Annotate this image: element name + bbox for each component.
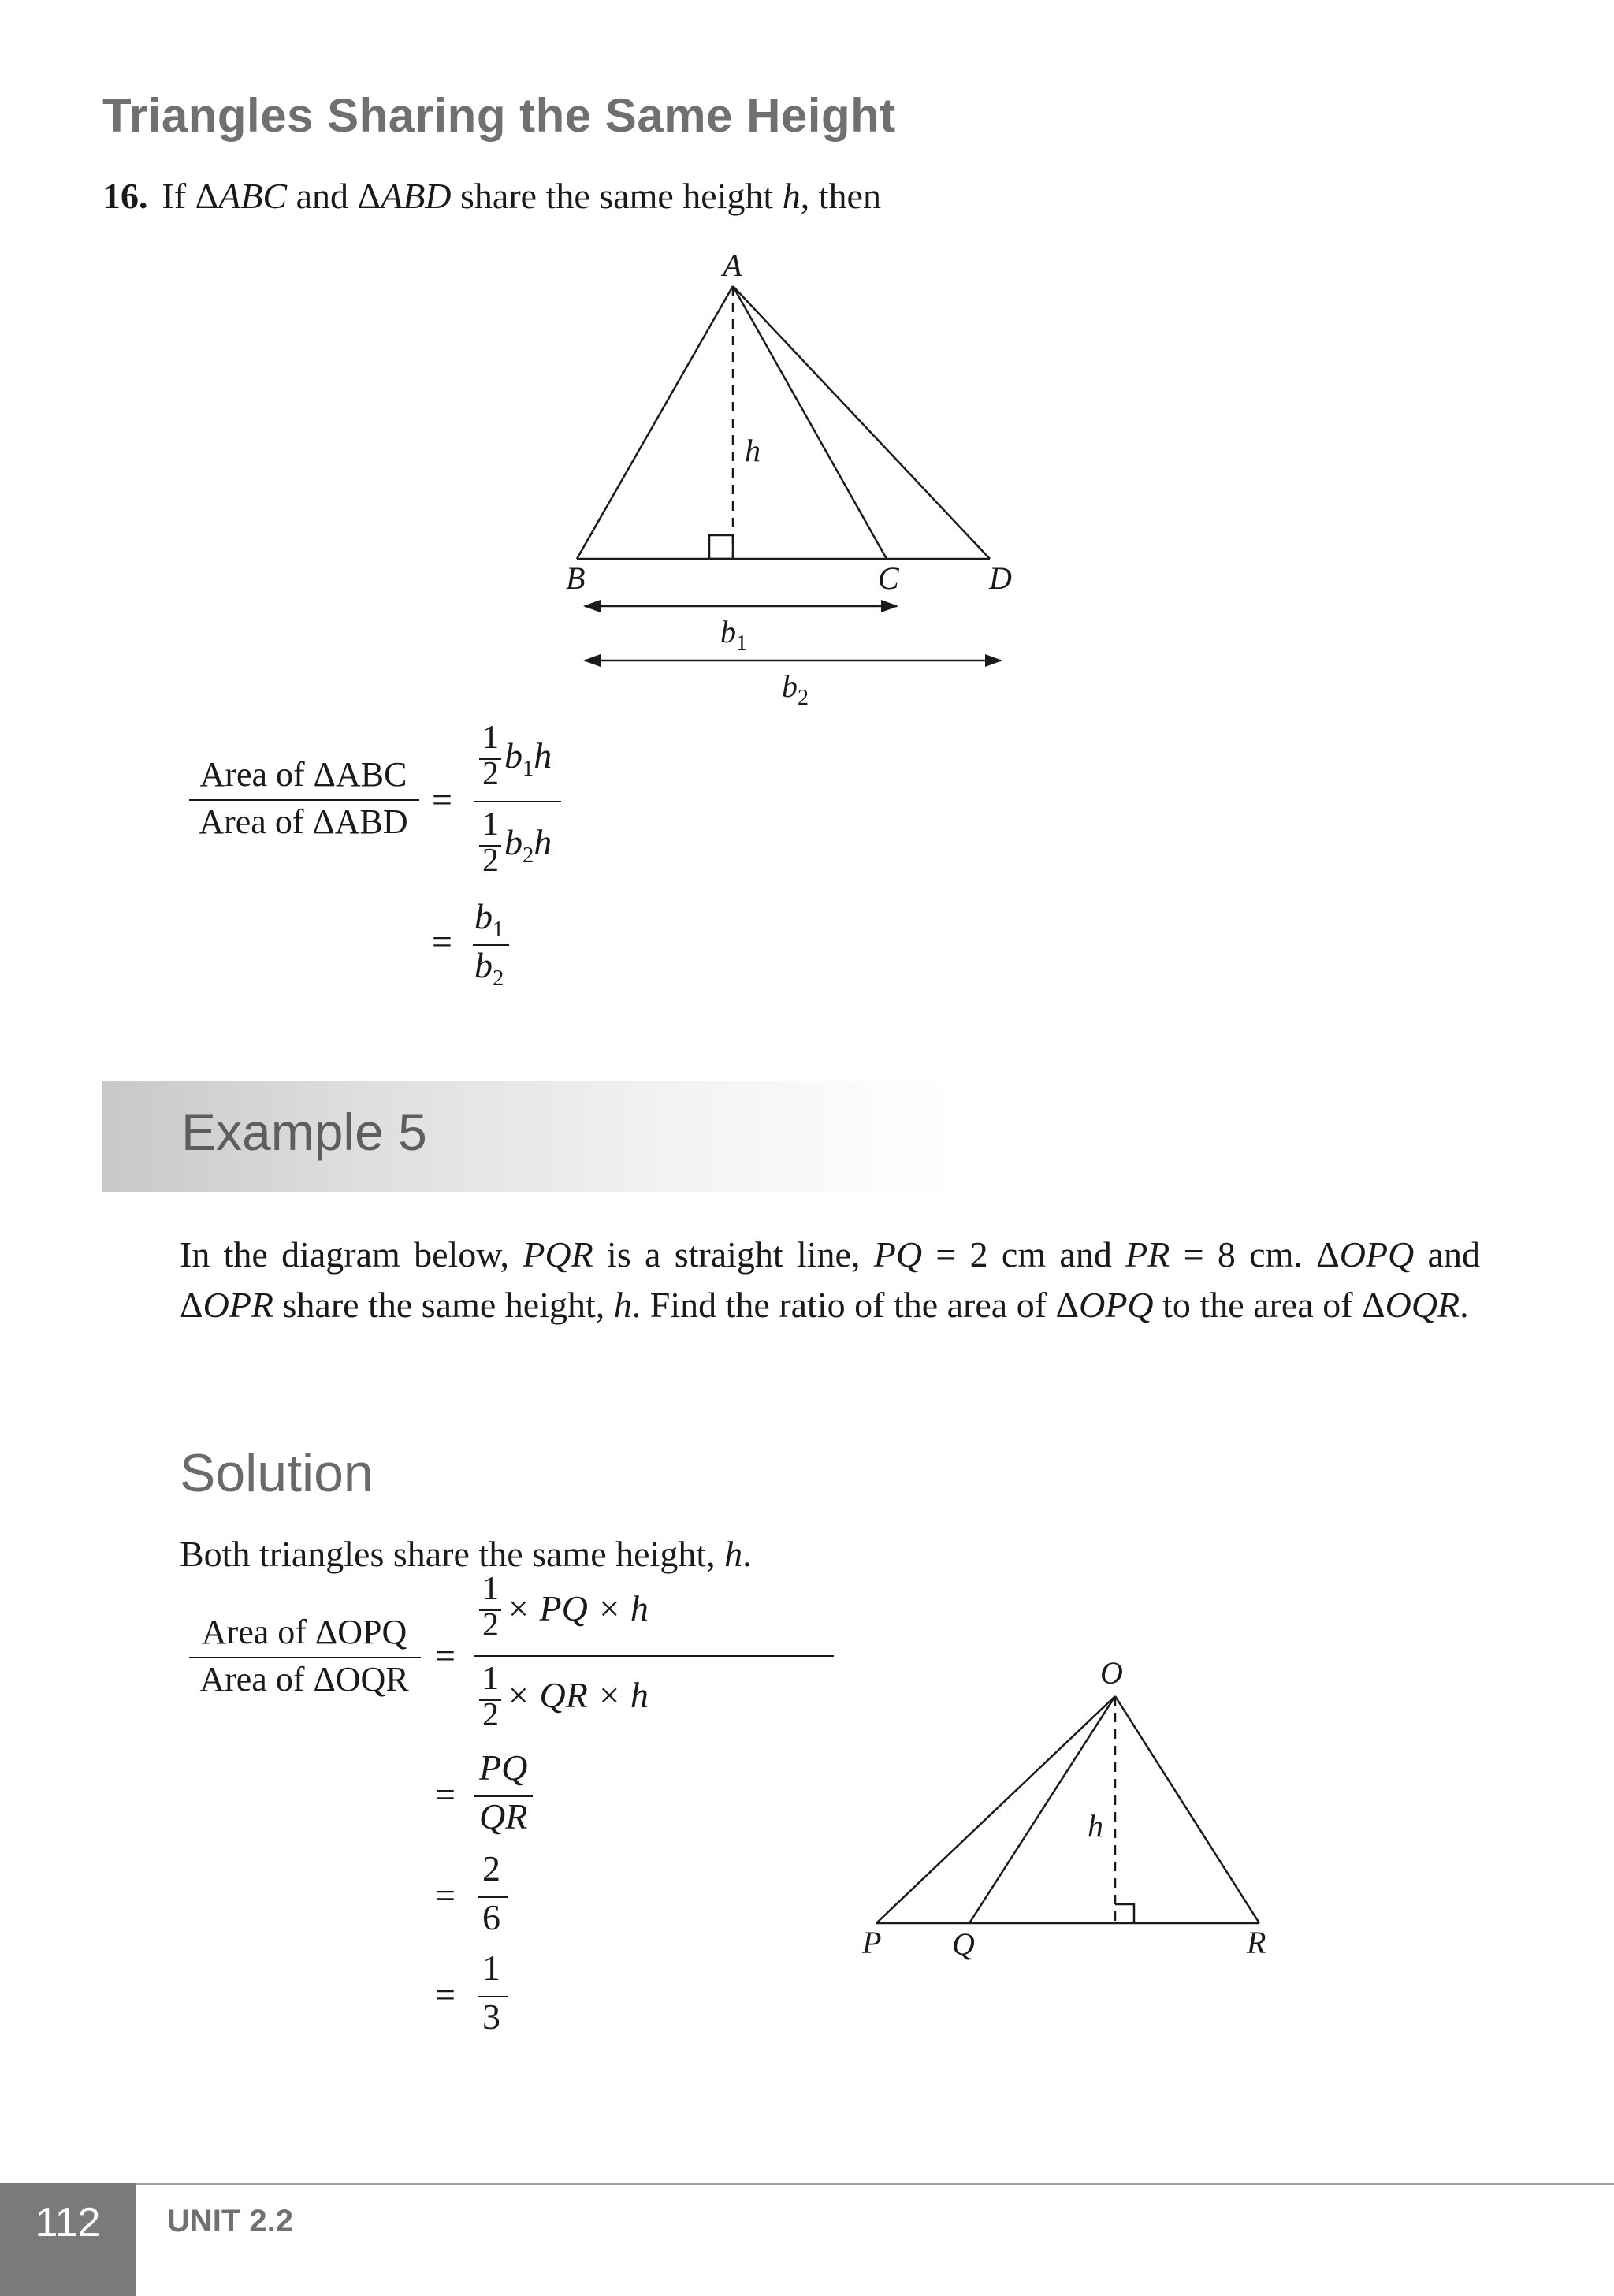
solution-intro: Both triangles share the same height, h. [180, 1534, 752, 1574]
problem-statement: In the diagram below, PQR is a straight line, PQ = 2 cm and PR = 8 cm. ΔOPQ and ΔOPR share the same height, h. Find the ratio of the area of ΔOPQ to the area of ΔOQR. [180, 1234, 1480, 1325]
triangle-diagram-abc-abd [552, 244, 1040, 717]
label-d: D [989, 560, 1012, 596]
main-fraction-bar [474, 801, 561, 802]
half-denominator-3: 2 [482, 1607, 499, 1643]
expr-qr-h: × QR × h [506, 1675, 649, 1715]
area-abd-label: Area of ΔABD [199, 802, 408, 841]
label-p: P [862, 1925, 882, 1960]
term-b1h: $b_1h$ [504, 735, 552, 781]
formula-area-ratio-1 [189, 717, 583, 993]
label-q: Q [952, 1926, 975, 1962]
equals-sign-6: = [435, 1974, 456, 2015]
side-or [1115, 1696, 1259, 1923]
term-b2h: $b_2h$ [504, 822, 552, 868]
unit-label: UNIT 2.2 [167, 2204, 294, 2238]
item-number: 16. [102, 176, 148, 216]
label-o: O [1100, 1655, 1123, 1691]
label-b1: $b_1$ [720, 614, 747, 656]
side-ab [577, 286, 733, 559]
equals-sign-2: = [432, 921, 452, 962]
label-h-2: h [1088, 1808, 1103, 1844]
step3-denominator: 6 [482, 1897, 500, 1937]
equals-sign-4: = [435, 1774, 456, 1814]
footer-rule [134, 2183, 1614, 2185]
triangle-diagram-opqr [851, 1647, 1292, 1978]
label-b: B [566, 560, 586, 596]
step2-denominator: QR [479, 1796, 528, 1836]
main-fraction-bar-2 [474, 1655, 834, 1657]
area-oqr-label: Area of ΔOQR [199, 1660, 409, 1699]
equals-sign-5: = [435, 1875, 456, 1915]
equals-sign-3: = [435, 1635, 456, 1676]
equals-sign: = [432, 780, 452, 820]
label-a: A [723, 247, 742, 283]
label-c: C [878, 560, 899, 596]
step4-numerator: 1 [482, 1948, 500, 1988]
half-denominator-2: 2 [482, 843, 499, 879]
step2-numerator: PQ [479, 1747, 528, 1788]
half-numerator-4: 1 [482, 1661, 499, 1697]
result-denominator: $b_2$ [474, 945, 504, 991]
page-number: 112 [35, 2200, 101, 2246]
area-abc-label: Area of ΔABC [199, 755, 407, 794]
step4-denominator: 3 [482, 1996, 500, 2037]
formula-area-ratio-2 [189, 1568, 694, 2057]
expr-pq-h: × PQ × h [506, 1588, 649, 1628]
right-angle-mark-2 [1115, 1904, 1134, 1923]
item-16-statement: 16. If ΔABC and ΔABD share the same height h, then [102, 176, 881, 216]
label-h: h [745, 433, 761, 468]
solution-title: Solution [180, 1443, 374, 1503]
half-numerator-2: 1 [482, 806, 499, 843]
half-denominator-4: 2 [482, 1697, 499, 1733]
label-b2: $b_2$ [782, 668, 809, 710]
result-numerator: $b_1$ [474, 896, 504, 942]
side-ad [733, 286, 990, 559]
right-angle-mark [709, 535, 733, 559]
half-numerator-3: 1 [482, 1571, 499, 1607]
label-r: R [1247, 1925, 1266, 1960]
area-opq-label: Area of ΔOPQ [201, 1613, 407, 1651]
half-denominator: 2 [482, 756, 499, 792]
half-numerator: 1 [482, 720, 499, 756]
section-heading: Triangles Sharing the Same Height [102, 89, 896, 142]
side-ac [733, 286, 887, 559]
side-op [876, 1696, 1115, 1923]
example-title: Example 5 [181, 1103, 427, 1161]
step3-numerator: 2 [482, 1848, 500, 1889]
